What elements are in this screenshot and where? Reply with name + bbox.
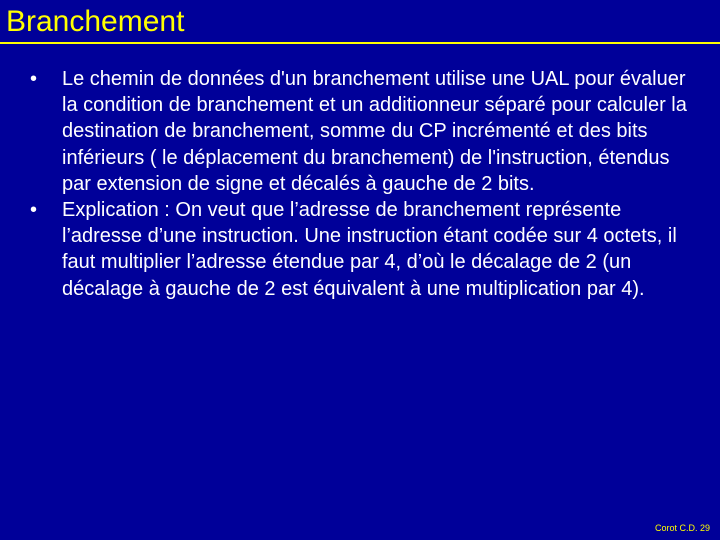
bullet-text: Explication : On veut que l’adresse de branchement représente l’adresse d’une instruction. Une instruction étant codée sur 4 octets, il faut multiplier l’adresse étendue par 4, d’où le décalage de 2 (un décalage à gauche de 2 est équivalent à une multiplication par 4). [62, 199, 677, 300]
slide-title: Branchement [6, 5, 185, 38]
bullet-marker: • [30, 199, 38, 222]
bullet-item [0, 197, 720, 302]
bullet-list [0, 66, 720, 302]
bullet-text: Le chemin de données d'un branchement utilise une UAL pour évaluer la condition de branchement et un additionneur séparé pour calculer la destination de branchement, somme du CP incrémenté et des bits inférieurs ( le déplacement du branchement) de l'instruction, étendus par extension de signe et décalés à gauche de 2 bits. [62, 68, 687, 195]
slide-footer: Corot C.D. 29 [654, 523, 710, 533]
bullet-marker: • [30, 68, 38, 90]
bullet-item [0, 66, 720, 197]
title-underline [0, 42, 720, 44]
